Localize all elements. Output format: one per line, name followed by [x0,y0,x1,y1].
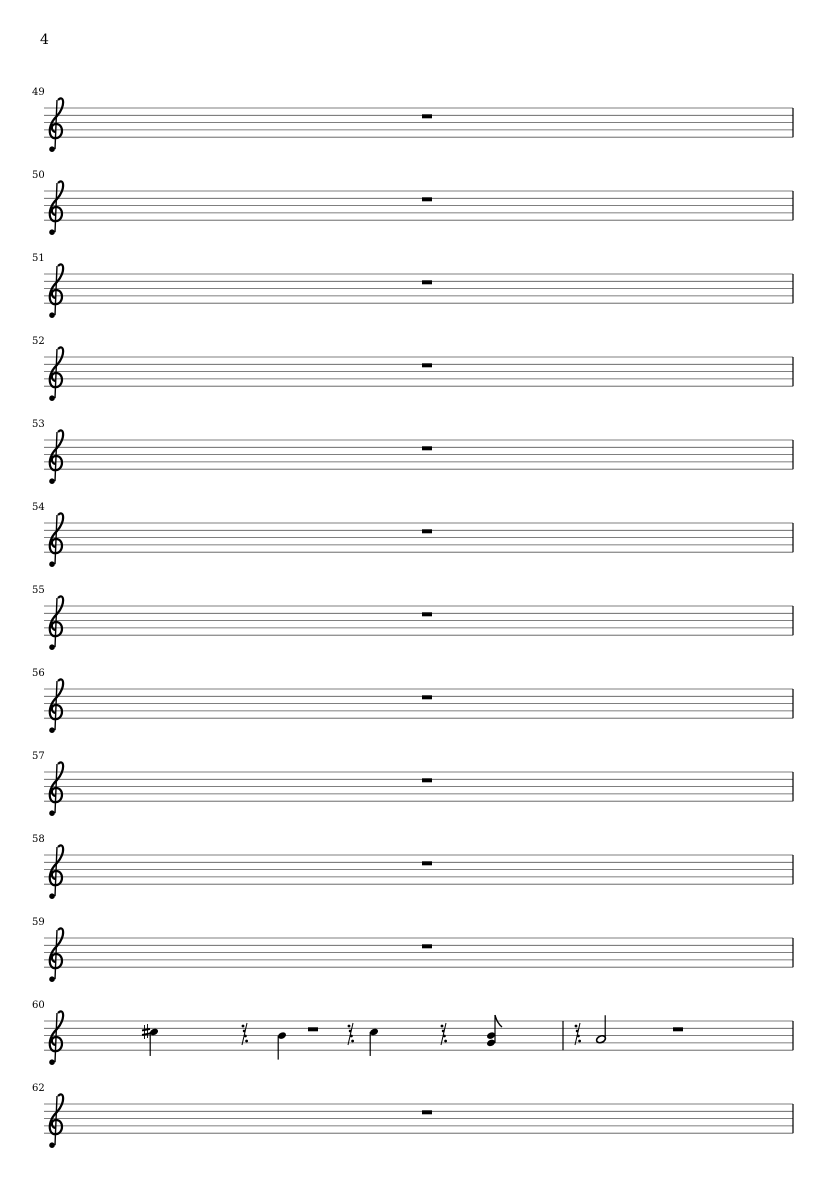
whole-rest-icon [422,197,432,201]
quarter-note-icon [369,1027,379,1055]
treble-clef-icon [49,1011,63,1065]
staff-system [0,835,835,905]
staff [0,254,835,324]
staff-system [0,669,835,739]
whole-rest-icon [422,363,432,367]
staff [0,752,835,822]
staff [0,918,835,988]
sixty-fourth-rest-icon [575,1023,581,1045]
treble-clef-icon [49,181,63,235]
staff [0,420,835,490]
whole-rest-icon [422,280,432,284]
staff [0,586,835,656]
measure-number: 55 [32,585,45,596]
staff-system [0,88,835,158]
sixty-fourth-rest-icon [441,1023,447,1045]
staff-system [0,337,835,407]
treble-clef-icon [49,347,63,401]
measure-number: 53 [32,419,45,430]
page-number: 4 [40,32,49,48]
treble-clef-icon [49,1094,63,1148]
staff [0,1001,835,1071]
treble-clef-icon [49,98,63,152]
whole-rest-icon [422,612,432,616]
whole-rest-icon [673,1027,683,1031]
whole-rest-icon [422,114,432,118]
whole-rest-icon [422,529,432,533]
staff-system [0,752,835,822]
measure-number: 54 [32,502,45,513]
eighth-chord-icon [495,1015,502,1043]
staff-system [0,918,835,988]
measure-number: 51 [32,253,45,264]
whole-rest-icon [422,446,432,450]
treble-clef-icon [49,928,63,982]
treble-clef-icon [49,596,63,650]
treble-clef-icon [49,679,63,733]
measure-number: 56 [32,668,45,679]
measure-number: 58 [32,834,45,845]
sixty-fourth-rest-icon [242,1023,248,1045]
measure-number: 60 [32,1000,45,1011]
whole-rest-icon [422,778,432,782]
staff-system [0,420,835,490]
sixty-fourth-rest-icon [348,1023,354,1045]
half-rest-icon [308,1027,318,1031]
staff-system [0,171,835,241]
staff [0,835,835,905]
treble-clef-icon [49,845,63,899]
staff [0,1084,835,1154]
staff [0,88,835,158]
quarter-note-icon [149,1027,159,1055]
staff-system [0,586,835,656]
treble-clef-icon [49,430,63,484]
staff-system [0,503,835,573]
staff [0,669,835,739]
measure-number: 52 [32,336,45,347]
staff [0,337,835,407]
half-note-icon [595,1015,606,1044]
staff-system [0,254,835,324]
whole-rest-icon [422,861,432,865]
staff-system [0,1001,835,1071]
staff [0,171,835,241]
staff [0,503,835,573]
measure-number: 57 [32,751,45,762]
treble-clef-icon [49,264,63,318]
sharp-icon [142,1024,150,1039]
measure-number: 62 [32,1083,45,1094]
measure-number: 50 [32,170,45,181]
measure-number: 59 [32,917,45,928]
whole-rest-icon [422,695,432,699]
staff-system [0,1084,835,1154]
treble-clef-icon [49,762,63,816]
whole-rest-icon [422,944,432,948]
measure-number: 49 [32,87,45,98]
quarter-note-icon [277,1031,287,1059]
treble-clef-icon [49,513,63,567]
whole-rest-icon [422,1110,432,1114]
